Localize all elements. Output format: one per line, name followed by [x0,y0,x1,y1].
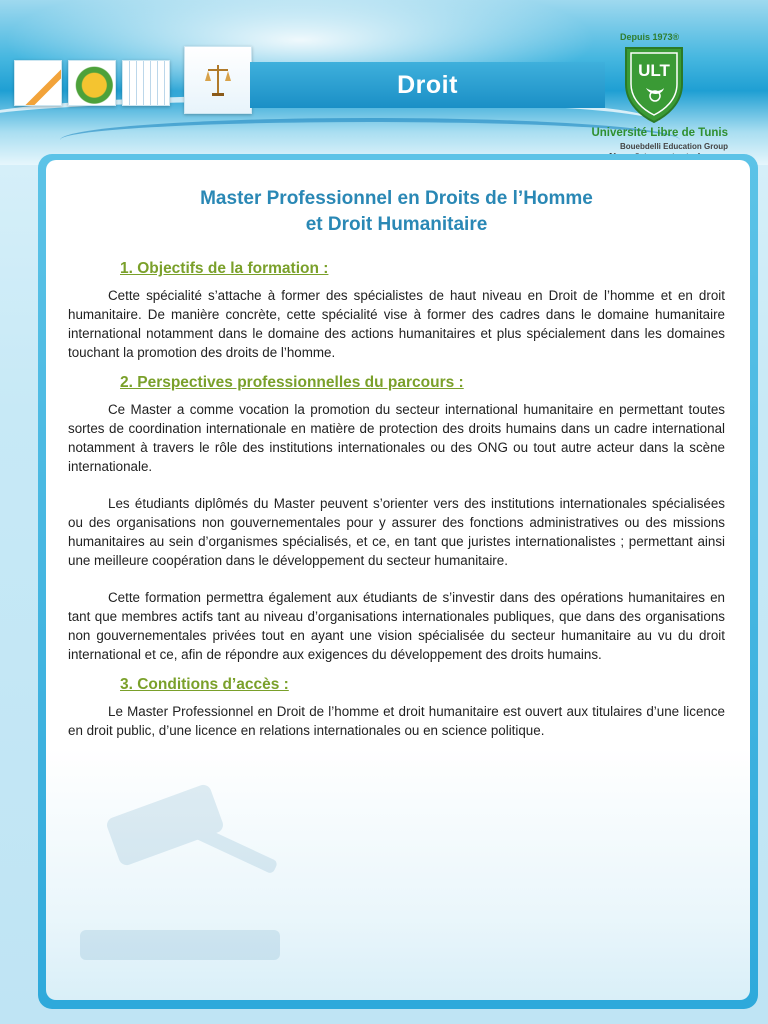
paragraph: Le Master Professionnel en Droit de l’homme et droit humanitaire est ouvert aux titulaires d’une licence en droit public, d’une licence en relations internationales ou en science politique. [68,704,725,738]
title-line-2: et Droit Humanitaire [305,214,488,235]
paragraph: Les étudiants diplômés du Master peuvent s’orienter vers des institutions internationales spécialisées ou des organisations non gouvernementales pour y assurer des fonctions administratives ou des missions humanitaires au sein d’organismes spécialisés, et ce, en tant que juristes internationalistes ; permettant ainsi une meilleure coopération dans le développement du secteur humanitaire. [68,496,725,568]
coin-growth-icon [68,60,116,106]
section-banner [250,62,605,108]
banner-title: Droit [397,70,458,99]
title-line-1: Master Professionnel en Droits de l’Homme [200,188,593,209]
shield-logo-icon [622,44,686,124]
scales-of-justice-icon [184,46,252,114]
header-banner [0,0,768,165]
scales-icon [205,61,231,97]
document-body [68,186,725,752]
grid-document-icon [122,60,170,106]
education-group: Bouebdelli Education Group [620,142,728,151]
university-logo [580,28,760,168]
paragraph: Ce Master a comme vocation la promotion du secteur international humanitaire en permettant toutes sortes de coordination internationale en matière de protection des droits humains dans un cadre international notamment à travers le rôle des institutions internationales ou des ONG ou tout autre acteur dans la scène internationale. [68,402,725,474]
logo-since: Depuis 1973® [620,32,680,42]
paragraph: Cette formation permettra également aux étudiants de s’investir dans des opérations humanitaires en tant que membres actifs tant au niveau d’organisations internationales publiques, que dans des organisations non gouvernementales privées tout en ayant une vision spécialisée du secteur humanitaire au vu du droit international et ce, afin de répondre aux exigences du développement des droits humains. [68,590,725,662]
gavel-watermark-icon [70,780,290,970]
document-title [68,186,725,238]
logo-acronym: ULT [638,61,670,80]
section-heading: 1. Objectifs de la formation : [120,260,329,277]
section-heading: 2. Perspectives professionnelles du parcours : [120,374,464,391]
category-thumbnails [14,60,252,114]
orange-pencil-icon [14,60,62,106]
university-name: Université Libre de Tunis [591,127,728,139]
section-heading: 3. Conditions d’accès : [120,676,289,693]
paragraph: Cette spécialité s’attache à former des spécialistes de haut niveau en Droit de l’homme et en droit humanitaire. De manière concrète, cette spécialité vise à former des cadres dans le domaine humanitaire international notamment dans le domaine des actions humanitaires et plus spécialement dans les domaines touchant la promotion des droits de l’homme. [68,288,725,360]
